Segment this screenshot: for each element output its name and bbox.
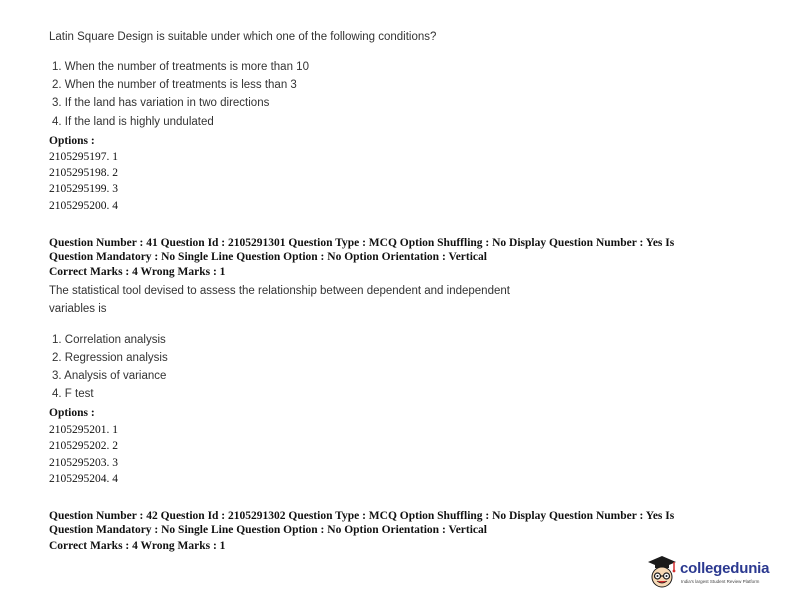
q41-marks: Correct Marks : 4 Wrong Marks : 1 bbox=[49, 266, 226, 278]
q40-choice-2: 2. When the number of treatments is less than 3 bbox=[52, 79, 297, 91]
q40-choice-1: 1. When the number of treatments is more than 10 bbox=[52, 61, 309, 73]
q41-option-id-1: 2105295201. 1 bbox=[49, 424, 118, 436]
q41-choice-4: 4. F test bbox=[52, 388, 94, 400]
q42-marks: Correct Marks : 4 Wrong Marks : 1 bbox=[49, 540, 226, 552]
q40-options-label: Options : bbox=[49, 135, 95, 147]
q42-meta-line1: Question Number : 42 Question Id : 2105291302 Question Type : MCQ Option Shuffling : No Display Question Number : Yes Is bbox=[49, 510, 675, 522]
q42-meta-line2: Question Mandatory : No Single Line Question Option : No Option Orientation : Vertical bbox=[49, 524, 487, 536]
graduate-mascot-icon bbox=[645, 553, 679, 591]
q40-option-id-2: 2105295198. 2 bbox=[49, 167, 118, 179]
q40-question-text: Latin Square Design is suitable under which one of the following conditions? bbox=[49, 31, 437, 43]
q40-option-id-1: 2105295197. 1 bbox=[49, 151, 118, 163]
collegedunia-tagline: India's largest Student Review Platform bbox=[681, 579, 760, 584]
collegedunia-wordmark: collegedunia bbox=[680, 560, 770, 577]
q41-options-label: Options : bbox=[49, 407, 95, 419]
q41-question-text-2: variables is bbox=[49, 303, 107, 315]
q41-meta-line2: Question Mandatory : No Single Line Question Option : No Option Orientation : Vertical bbox=[49, 251, 487, 263]
q41-choice-1: 1. Correlation analysis bbox=[52, 334, 166, 346]
q41-meta-line1: Question Number : 41 Question Id : 2105291301 Question Type : MCQ Option Shuffling : No Display Question Number : Yes Is bbox=[49, 237, 675, 249]
q41-choice-2: 2. Regression analysis bbox=[52, 352, 168, 364]
q40-choice-3: 3. If the land has variation in two directions bbox=[52, 97, 270, 109]
q41-choice-3: 3. Analysis of variance bbox=[52, 370, 167, 382]
q40-option-id-4: 2105295200. 4 bbox=[49, 200, 118, 212]
q41-option-id-4: 2105295204. 4 bbox=[49, 473, 118, 485]
q41-option-id-3: 2105295203. 3 bbox=[49, 457, 118, 469]
q40-option-id-3: 2105295199. 3 bbox=[49, 183, 118, 195]
q40-choice-4: 4. If the land is highly undulated bbox=[52, 116, 214, 128]
q41-option-id-2: 2105295202. 2 bbox=[49, 440, 118, 452]
q41-question-text-1: The statistical tool devised to assess the relationship between dependent and independent bbox=[49, 285, 510, 297]
